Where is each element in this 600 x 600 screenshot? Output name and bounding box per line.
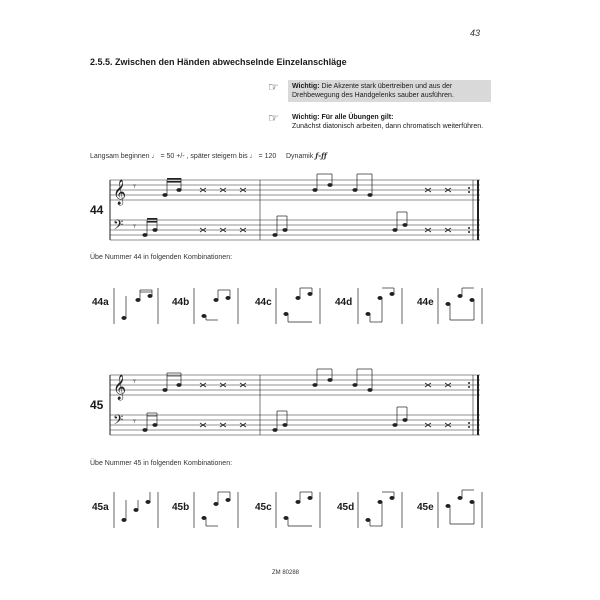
combo-label: 45e xyxy=(417,502,434,513)
music-system-45 xyxy=(105,363,485,448)
pointing-hand-icon: ☞ xyxy=(268,111,279,125)
exercise-number: 44 xyxy=(90,203,104,217)
svg-text:𝄢: 𝄢 xyxy=(113,412,124,431)
page-number: 43 xyxy=(470,28,481,38)
note-box xyxy=(288,80,491,102)
combo-label: 44c xyxy=(255,297,272,308)
caption-exercise-45: Übe Nummer 45 in folgenden Kombinationen: xyxy=(90,460,233,467)
tempo-start-value: = 50 +/- , später steigern bis xyxy=(160,153,248,160)
combo-label: 44d xyxy=(335,297,353,308)
combo-figures-45 xyxy=(110,484,490,534)
note-label: Wichtig: xyxy=(292,83,320,90)
combo-label: 45b xyxy=(172,502,190,513)
svg-text:𝄾: 𝄾 xyxy=(133,415,136,428)
combo-figures-44 xyxy=(110,280,490,330)
dynamic-marking: ƒ-ƒƒ xyxy=(315,151,327,160)
catalog-number: ZM 80288 xyxy=(272,570,300,576)
caption-exercise-44: Übe Nummer 44 in folgenden Kombinationen: xyxy=(90,254,233,261)
note-box xyxy=(288,111,491,133)
quarter-note-icon: ♩ xyxy=(151,153,159,160)
combo-label: 44e xyxy=(417,297,434,308)
section-title: 2.5.5. Zwischen den Händen abwechselnde Einzelanschläge xyxy=(90,57,347,67)
quarter-note-icon: ♩ xyxy=(249,153,257,160)
svg-text:𝄾: 𝄾 xyxy=(133,375,136,388)
tempo-end-value: = 120 xyxy=(258,153,277,160)
combo-label: 44b xyxy=(172,297,190,308)
tempo-marking xyxy=(90,151,327,160)
note-label: Wichtig: Für alle Übungen gilt: xyxy=(292,114,394,121)
tempo-start: Langsam beginnen xyxy=(90,153,150,160)
combo-label: 44a xyxy=(92,297,109,308)
combo-label: 45c xyxy=(255,502,272,513)
svg-text:𝄢: 𝄢 xyxy=(113,217,124,236)
combo-label: 45a xyxy=(92,502,109,513)
pointing-hand-icon: ☞ xyxy=(268,80,279,94)
svg-text:𝄞: 𝄞 xyxy=(113,180,127,205)
svg-text:𝄾: 𝄾 xyxy=(133,220,136,233)
exercise-number: 45 xyxy=(90,398,104,412)
svg-text:𝄞: 𝄞 xyxy=(113,375,127,400)
svg-text:𝄾: 𝄾 xyxy=(133,180,136,193)
note-text: Zunächst diatonisch arbeiten, dann chromatisch weiterführen. xyxy=(292,123,484,130)
music-system-44 xyxy=(105,168,485,253)
dynamic-label: Dynamik xyxy=(286,153,314,160)
combo-label: 45d xyxy=(337,502,355,513)
note-text: Die Akzente stark übertreiben und aus der Drehbewegung des Handgelenks sauber ausführen. xyxy=(292,83,454,99)
